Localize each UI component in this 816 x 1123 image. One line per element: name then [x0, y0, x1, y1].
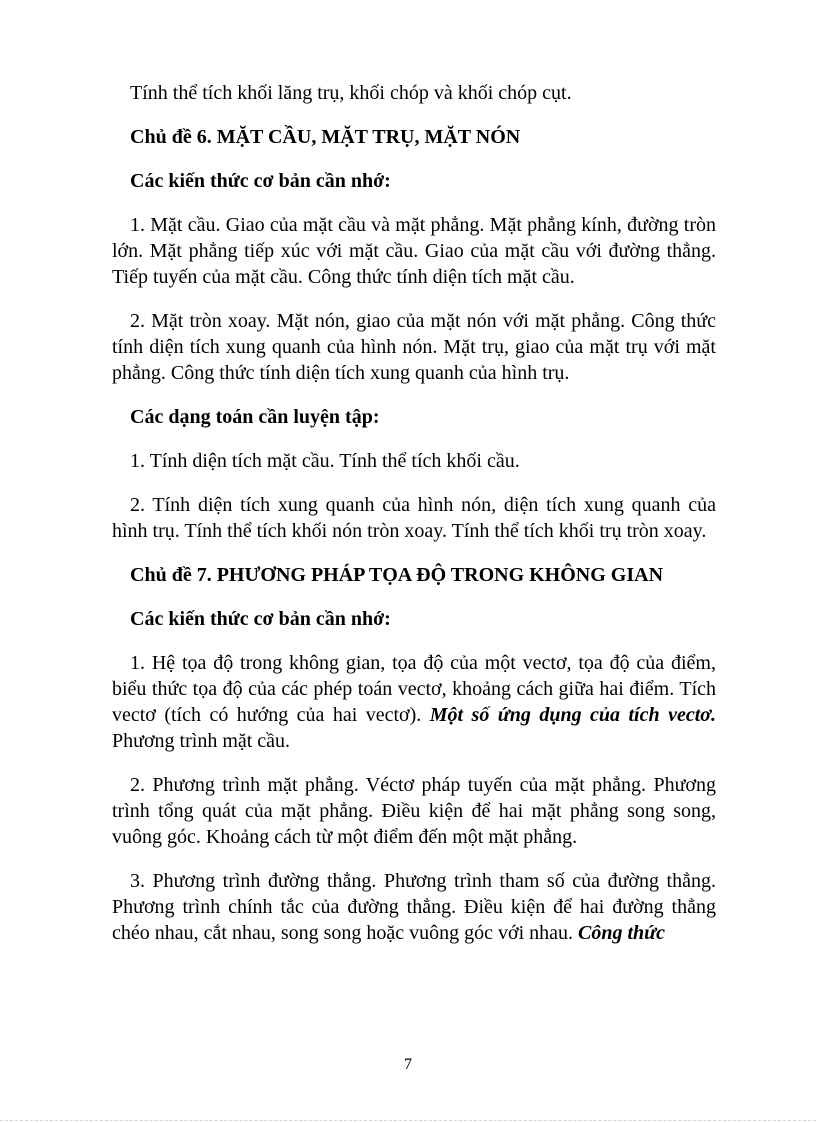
practice-6-item-1: 1. Tính diện tích mặt cầu. Tính thể tích khối cầu. [130, 450, 520, 472]
page-bottom-divider [0, 1120, 816, 1121]
knowledge-7-item-1-tail: Phương trình mặt cầu. [112, 730, 291, 752]
knowledge-7-item-1-text: 1. Hệ tọa độ trong không gian, tọa độ của một vectơ, tọa độ của điểm, biểu thức tọa độ của các phép toán vectơ, khoảng cách giữa hai điểm. Tích vectơ (tích có hướng của hai vectơ). [112, 652, 716, 726]
knowledge-7-item-2: 2. Phương trình mặt phẳng. Véctơ pháp tuyến của mặt phẳng. Phương trình tổng quát của mặt phẳng. Điều kiện để hai mặt phẳng song song, vuông góc. Khoảng cách từ một điểm đến một mặt phẳng. [112, 774, 716, 848]
topic-6-heading: Chủ đề 6. MẶT CẦU, MẶT TRỤ, MẶT NÓN [130, 126, 521, 148]
knowledge-7-item-3-text: 3. Phương trình đường thẳng. Phương trình tham số của đường thẳng. Phương trình chính tắc của đường thẳng. Điều kiện để hai đường thẳng chéo nhau, cắt nhau, song song hoặc vuông góc với nhau. [112, 870, 716, 944]
knowledge-7-heading: Các kiến thức cơ bản cần nhớ: [130, 608, 391, 630]
knowledge-6-heading: Các kiến thức cơ bản cần nhớ: [130, 170, 391, 192]
page-content [112, 80, 716, 946]
practice-6-item-2: 2. Tính diện tích xung quanh của hình nón, diện tích xung quanh của hình trụ. Tính thể tích khối nón tròn xoay. Tính thể tích khối trụ tròn xoay. [112, 494, 716, 542]
practice-6-heading: Các dạng toán cần luyện tập: [130, 406, 380, 428]
knowledge-7-item-1-emphasis: Một số ứng dụng của tích vectơ. [429, 704, 716, 726]
knowledge-7-item-3-emphasis: Công thức [578, 922, 666, 944]
page-number: 7 [404, 1056, 412, 1073]
knowledge-6-item-1: 1. Mặt cầu. Giao của mặt cầu và mặt phẳng. Mặt phẳng kính, đường tròn lớn. Mặt phẳng tiếp xúc với mặt cầu. Giao của mặt cầu với đường thẳng. Tiếp tuyến của mặt cầu. Công thức tính diện tích mặt cầu. [112, 214, 716, 288]
topic-7-heading: Chủ đề 7. PHƯƠNG PHÁP TỌA ĐỘ TRONG KHÔNG GIAN [130, 564, 664, 586]
knowledge-6-item-2: 2. Mặt tròn xoay. Mặt nón, giao của mặt nón với mặt phẳng. Công thức tính diện tích xung quanh của hình nón. Mặt trụ, giao của mặt trụ với mặt phẳng. Công thức tính diện tích xung quanh của hình trụ. [112, 310, 716, 384]
knowledge-7-item-1 [112, 650, 716, 754]
text-line-volume: Tính thể tích khối lăng trụ, khối chóp và khối chóp cụt. [130, 82, 572, 104]
knowledge-7-item-3 [112, 868, 716, 946]
